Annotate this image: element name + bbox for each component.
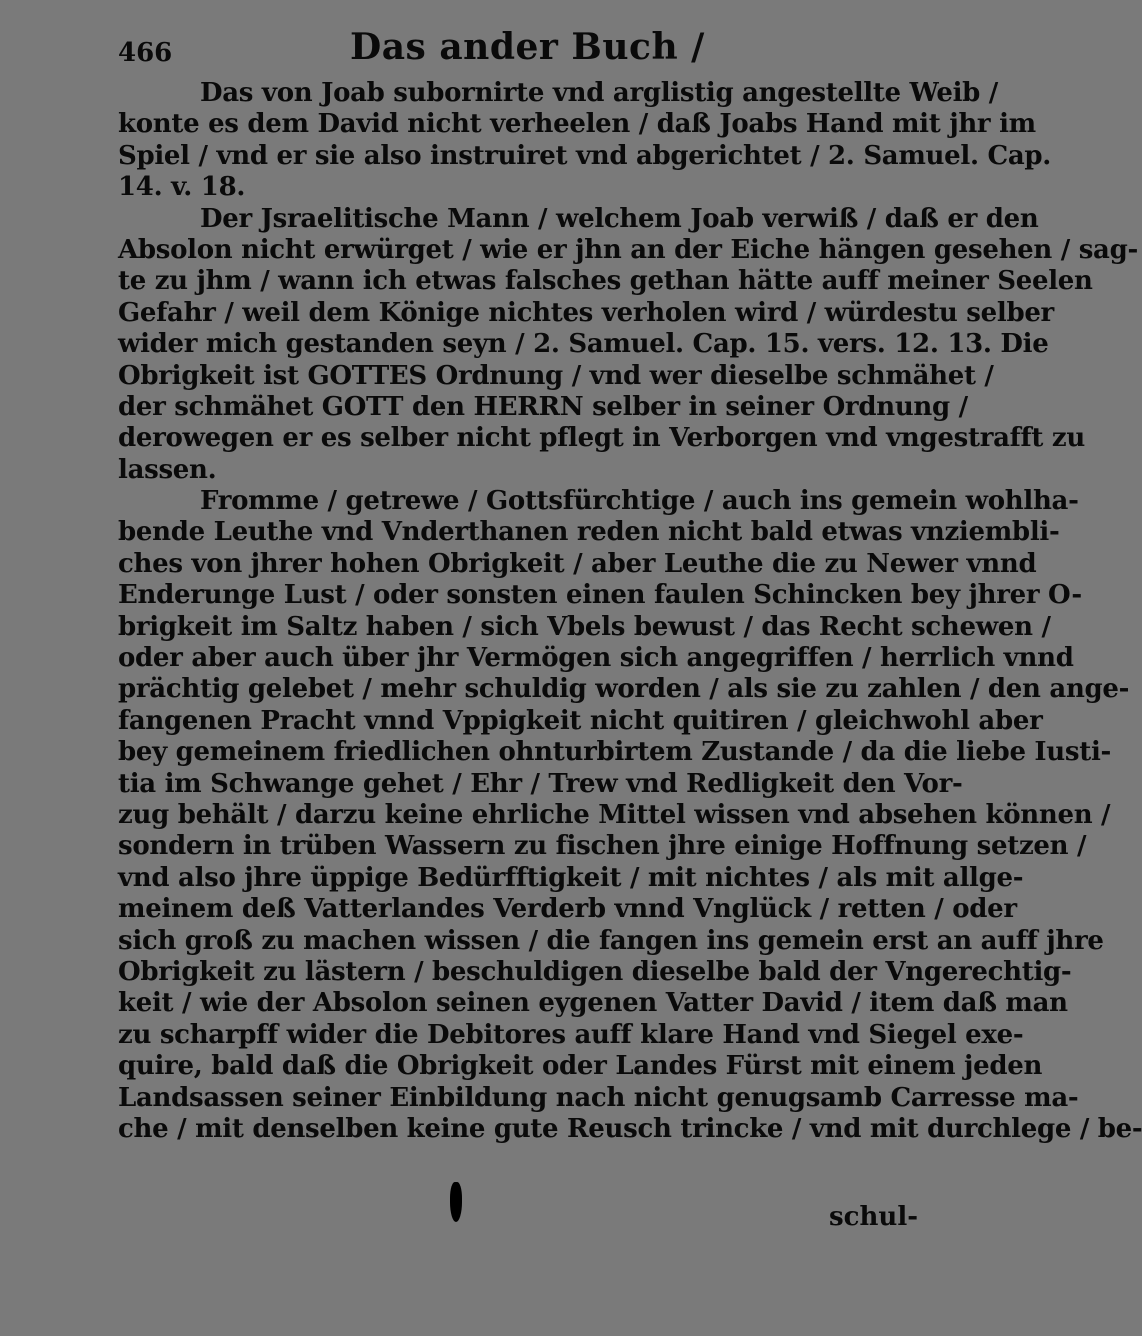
text-line: oder aber auch über jhr Vermögen sich angegriffen / herrlich vnnd — [118, 643, 1074, 674]
text-line: zu scharpff wider die Debitores auff klare Hand vnd Siegel exe- — [118, 1019, 1024, 1050]
text-line: konte es dem David nicht verheelen / daß Joabs Hand mit jhr im — [118, 109, 1036, 140]
book-page — [118, 22, 1142, 1312]
text-line: sondern in trüben Wassern zu fischen jhre einige Hoffnung setzen / — [118, 831, 1087, 862]
page-number: 466 — [118, 38, 173, 68]
text-line: 14. v. 18. — [118, 172, 246, 203]
text-line: wider mich gestanden seyn / 2. Samuel. Cap. 15. vers. 12. 13. Die — [118, 329, 1049, 360]
text-line: keit / wie der Absolon seinen eygenen Vatter David / item daß man — [118, 988, 1068, 1019]
page-header — [118, 22, 918, 74]
text-line: Enderunge Lust / oder sonsten einen faulen Schincken bey jhrer O- — [118, 580, 1082, 611]
text-line: Absolon nicht erwürget / wie er jhn an der Eiche hängen gesehen / sag- — [118, 234, 1138, 265]
text-line: fangenen Pracht vnnd Vppigkeit nicht quitiren / gleichwohl aber — [118, 705, 1043, 736]
text-line: Landsassen seiner Einbildung nach nicht genugsamb Carresse ma- — [118, 1082, 1079, 1113]
text-line: quire, bald daß die Obrigkeit oder Landes Fürst mit einem jeden — [118, 1051, 1043, 1082]
text-line: Der Jsraelitische Mann / welchem Joab verwiß / daß er den — [200, 203, 1039, 234]
ink-blot — [450, 1182, 462, 1222]
text-line: Obrigkeit ist GOTTES Ordnung / vnd wer dieselbe schmähet / — [118, 360, 994, 391]
text-line: meinem deß Vatterlandes Verderb vnnd Vnglück / retten / oder — [118, 894, 1017, 925]
text-line: ches von jhrer hohen Obrigkeit / aber Leuthe die zu Newer vnnd — [118, 548, 1037, 579]
text-line: te zu jhm / wann ich etwas falsches gethan hätte auff meiner Seelen — [118, 266, 1093, 297]
text-line: tia im Schwange gehet / Ehr / Trew vnd Redligkeit den Vor- — [118, 768, 963, 799]
text-line: bende Leuthe vnd Vnderthanen reden nicht bald etwas vnziembli- — [118, 517, 1060, 548]
text-line: lassen. — [118, 454, 217, 485]
text-line: Gefahr / weil dem Könige nichtes verholen wird / würdestu selber — [118, 297, 1054, 328]
text-line: zug behält / darzu keine ehrliche Mittel wissen vnd absehen können / — [118, 799, 1111, 830]
body-text — [118, 78, 1142, 1145]
text-line: Das von Joab subornirte vnd arglistig angestellte Weib / — [200, 78, 998, 108]
text-line: Obrigkeit zu lästern / beschuldigen dieselbe bald der Vngerechtig- — [118, 956, 1072, 987]
text-line: Spiel / vnd er sie also instruiret vnd abgerichtet / 2. Samuel. Cap. — [118, 140, 1052, 171]
text-line: sich groß zu machen wissen / die fangen ins gemein erst an auff jhre — [118, 925, 1104, 956]
text-line: derowegen er es selber nicht pflegt in Verborgen vnd vngestrafft zu — [118, 423, 1085, 454]
text-line: Fromme / getrewe / Gottsfürchtige / auch ins gemein wohlha- — [200, 486, 1079, 517]
running-title: Das ander Buch / — [350, 26, 705, 68]
text-line: che / mit denselben keine gute Reusch trincke / vnd mit durchlege / be- — [118, 1113, 1142, 1144]
text-line: bey gemeinem friedlichen ohnturbirtem Zustande / da die liebe Iusti- — [118, 737, 1112, 768]
catchword: schul- — [829, 1202, 918, 1232]
text-line: vnd also jhre üppige Bedürfftigkeit / mit nichtes / als mit allge- — [118, 862, 1024, 893]
text-line: brigkeit im Saltz haben / sich Vbels bewust / das Recht schewen / — [118, 611, 1051, 642]
text-line: der schmähet GOTT den HERRN selber in seiner Ordnung / — [118, 391, 968, 422]
text-line: prächtig gelebet / mehr schuldig worden / als sie zu zahlen / den ange- — [118, 674, 1130, 705]
